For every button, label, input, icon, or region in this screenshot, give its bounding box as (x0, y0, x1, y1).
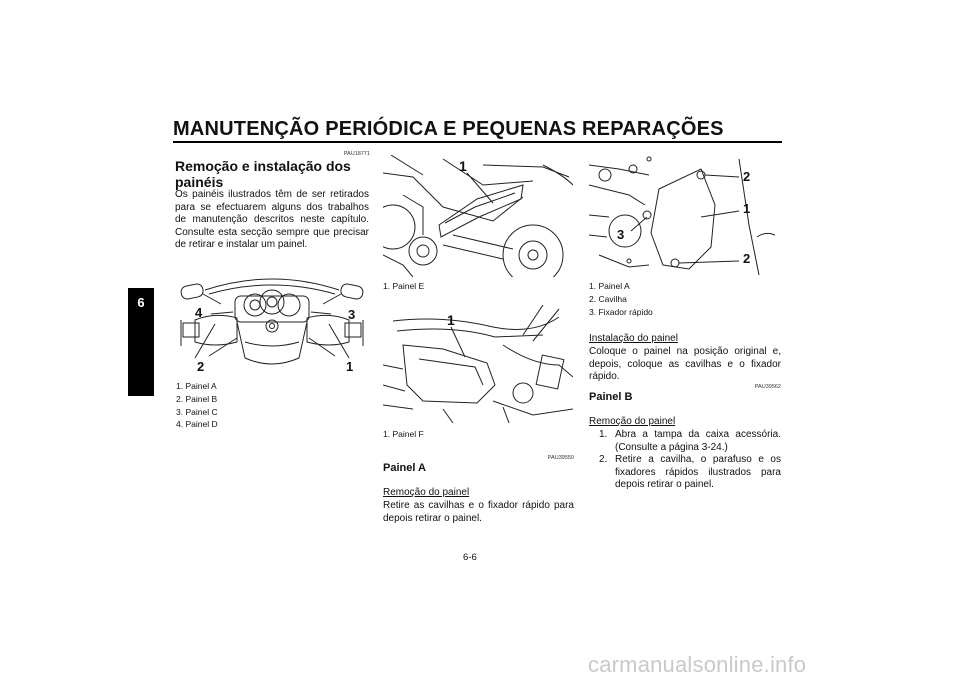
figure-callout: 1 (346, 359, 354, 374)
chapter-tab (128, 288, 154, 396)
figure-panel-a (589, 155, 779, 277)
figure-callout: 4 (195, 305, 203, 320)
figure-legend (176, 380, 218, 431)
legend-item: 2. Cavilha (589, 293, 627, 304)
step-item (589, 454, 781, 492)
figure-legend (383, 428, 424, 441)
legend-item: 1. Painel F (383, 429, 424, 439)
step-number: 2. (599, 454, 608, 466)
figure-panel-f (383, 305, 573, 423)
legend-item: 2. Painel B (176, 393, 218, 404)
figure-callout: 1 (743, 201, 751, 216)
procedure-text: Retire as cavilhas e o fixador rápido para depois retirar o painel. (383, 500, 574, 524)
legend-item: 1. Painel A (589, 281, 630, 291)
section-code: PAU39562 (754, 384, 781, 390)
procedure-steps (589, 429, 781, 492)
figure-callout: 2 (743, 251, 751, 266)
figure-callout: 3 (617, 227, 625, 242)
procedure-text: Coloque o painel na posição original e, depois, coloque as cavilhas e o fixador rápido. (589, 346, 781, 383)
subsection-heading: Painel A (383, 462, 426, 474)
figure-callout: 2 (197, 359, 205, 374)
step-text: Abra a tampa da caixa acessória. (Consulte a página 3-24.) (615, 429, 781, 453)
figure-callout: 3 (348, 307, 356, 322)
section-code: PAU39550 (547, 455, 574, 461)
step-number: 1. (599, 429, 608, 440)
figure-callout: 1 (447, 312, 455, 328)
legend-item: 1. Painel E (383, 281, 425, 291)
procedure-title: Remoção do painel (589, 416, 676, 427)
figure-panels-overview (175, 268, 369, 376)
step-item (589, 429, 781, 454)
section-code: PAU18771 (343, 151, 370, 157)
figure-legend (589, 280, 653, 318)
legend-item: 4. Painel D (176, 419, 218, 430)
intro-paragraph: Os painéis ilustrados têm de ser retirados para se efectuarem alguns dos trabalhos de manutenção descritos neste capítulo. Consulte esta secção sempre que precisar de retirar e instalar um painel. (175, 189, 369, 251)
procedure-title: Instalação do painel (589, 333, 678, 344)
subsection-heading: Painel B (589, 391, 633, 403)
page-title: MANUTENÇÃO PERIÓDICA E PEQUENAS REPARAÇÕES (173, 118, 724, 140)
section-heading: Remoção e instalação dos painéis (175, 158, 351, 190)
watermark: carmanualsonline.info (588, 652, 807, 677)
figure-callout: 1 (459, 158, 467, 174)
legend-item: 3. Painel C (176, 406, 218, 417)
legend-item: 3. Fixador rápido (589, 306, 653, 317)
figure-legend (383, 280, 424, 293)
legend-item: 1. Painel A (176, 381, 217, 391)
figure-callout: 2 (743, 169, 751, 184)
figure-panel-e (383, 155, 573, 277)
chapter-number: 6 (137, 295, 145, 310)
page-number: 6-6 (463, 552, 477, 563)
procedure-title: Remoção do painel (383, 487, 470, 498)
step-text: Retire a cavilha, o parafuso e os fixadores rápidos ilustrados para depois retirar o painel. (615, 454, 781, 491)
header-rule (173, 141, 782, 143)
